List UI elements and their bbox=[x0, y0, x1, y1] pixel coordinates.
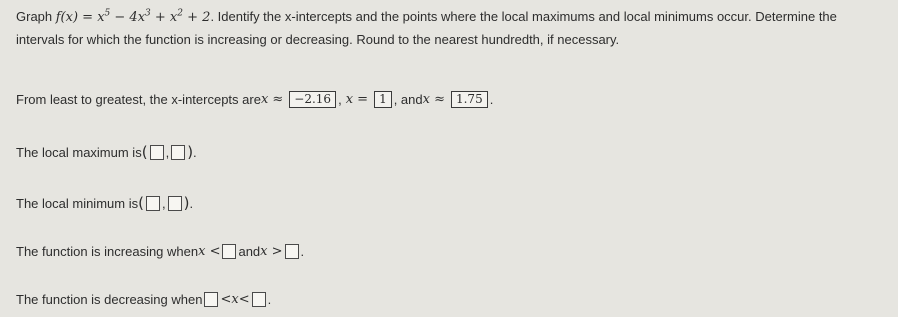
increasing-lower-input[interactable] bbox=[285, 244, 299, 259]
and-text: and bbox=[238, 244, 261, 259]
approx-symbol: x ≈ bbox=[422, 92, 445, 107]
local-min-y-input[interactable] bbox=[168, 196, 182, 211]
question-instructions: . Identify the x-intercepts and the points where the local maximums and local minimums occur. Determine the intervals for which the function is increasing or decreasing. Round to the nearest hundredth, if necessary. bbox=[16, 9, 837, 47]
greater-than-expr: x > bbox=[260, 244, 283, 259]
comma: , bbox=[338, 92, 342, 107]
and-text: , and bbox=[393, 92, 423, 107]
increasing-upper-input[interactable] bbox=[222, 244, 236, 259]
local-min-x-input[interactable] bbox=[146, 196, 160, 211]
exponent-5: 5 bbox=[104, 8, 111, 19]
less-than-symbol: < bbox=[220, 292, 232, 307]
exponent-2: 2 bbox=[177, 8, 183, 19]
question-text bbox=[16, 6, 886, 51]
less-than-symbol: < bbox=[238, 292, 250, 307]
period: . bbox=[267, 292, 272, 307]
period: . bbox=[193, 144, 197, 160]
local-max-label: The local maximum is bbox=[16, 144, 142, 160]
func-part: + x bbox=[150, 10, 178, 25]
decreasing-label: The function is decreasing when bbox=[16, 292, 203, 307]
local-min-line bbox=[16, 194, 193, 212]
equals-symbol: x = bbox=[345, 92, 369, 107]
intercept-answer-3[interactable]: 1.75 bbox=[451, 91, 488, 108]
func-part: + 2 bbox=[183, 10, 211, 25]
period: . bbox=[489, 92, 494, 107]
close-paren: ) bbox=[187, 143, 194, 161]
local-max-x-input[interactable] bbox=[150, 145, 164, 160]
function-expression bbox=[56, 10, 211, 25]
variable-x: x bbox=[231, 292, 239, 307]
intercept-answer-1[interactable]: −2.16 bbox=[289, 91, 336, 108]
exponent-3: 3 bbox=[145, 8, 151, 19]
approx-symbol: x ≈ bbox=[260, 92, 284, 107]
increasing-line bbox=[16, 244, 304, 259]
close-paren: ) bbox=[183, 194, 190, 212]
comma: , bbox=[165, 144, 170, 160]
period: . bbox=[189, 195, 194, 211]
local-max-y-input[interactable] bbox=[171, 145, 185, 160]
intercept-answer-2[interactable]: 1 bbox=[374, 91, 392, 108]
less-than-expr: x < bbox=[198, 244, 221, 259]
func-part: f(x) = x bbox=[55, 10, 105, 25]
local-max-line bbox=[16, 143, 197, 161]
question-lead: Graph bbox=[16, 9, 56, 24]
decreasing-lower-input[interactable] bbox=[204, 292, 218, 307]
open-paren: ( bbox=[141, 143, 148, 161]
increasing-label: The function is increasing when bbox=[16, 244, 199, 259]
decreasing-upper-input[interactable] bbox=[252, 292, 266, 307]
local-min-label: The local minimum is bbox=[16, 195, 139, 211]
intercepts-line bbox=[16, 91, 493, 108]
func-part: − 4x bbox=[110, 10, 146, 25]
open-paren: ( bbox=[138, 194, 144, 212]
comma: , bbox=[161, 195, 166, 211]
intercepts-label: From least to greatest, the x-intercepts are bbox=[16, 92, 261, 107]
period: . bbox=[300, 244, 305, 259]
decreasing-line bbox=[16, 292, 271, 307]
